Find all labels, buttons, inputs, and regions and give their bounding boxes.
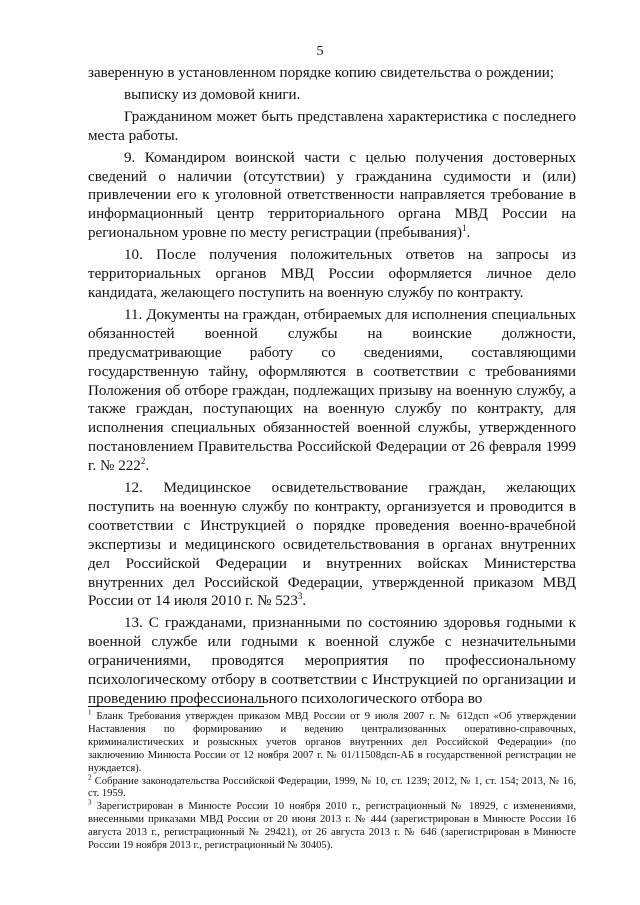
- paragraph-p13: [88, 614, 576, 709]
- footnote-number: 3: [88, 798, 92, 807]
- paragraph-text: 13. С гражданами, признанными по состоянию здоровья годными к военной службе или годными к военной службе с незначительными ограничениями, проводятся мероприятия по профессиональному психологическому отбору в соответствии с Инструкцией по организации и проведению профессионального психологического отбора во: [88, 615, 576, 707]
- body-text: [88, 64, 576, 712]
- page-number: 5: [316, 44, 324, 59]
- footnotes: [88, 708, 577, 853]
- footnote-separator: [88, 706, 264, 707]
- paragraph-tail: .: [466, 225, 471, 242]
- paragraph-p9: [88, 149, 576, 244]
- paragraph-p-extract: [88, 86, 576, 105]
- footnote-ref: 2: [140, 456, 146, 467]
- footnote-1: [88, 708, 576, 776]
- paragraph-p12: [88, 479, 576, 611]
- footnote-number: 2: [88, 773, 92, 781]
- footnote-ref: 3: [297, 591, 303, 602]
- footnote-text: Бланк Требования утвержден приказом МВД России от 9 июля 2007 г. № 612дсп «Об утверждении Наставления по формированию и ведению централизованных оперативно-справочных, криминалистических и розыскных учетов органов внутренних дел Российской Федерации» (по заключению Минюста России от 12 ноября 2007 г. № 01/11508дсп-АБ в государственной регистрации не нуждается).: [88, 711, 576, 774]
- paragraph-text: 9. Командиром воинской части с целью получения достоверных сведений о наличии (отсутствии) у гражданина судимости и (или) привлечении его к уголовной ответственности направляется требование в информационный центр территориального органа МВД России на региональном уровне по месту регистрации (пребывания): [88, 149, 576, 242]
- paragraph-p-reference: [88, 108, 576, 146]
- footnote-number: 1: [88, 708, 92, 717]
- paragraph-p-cert: [88, 64, 576, 83]
- paragraph-p10: [88, 246, 576, 303]
- footnote-3: [88, 798, 577, 853]
- footnote-text: Зарегистрирован в Минюсте России 10 ноября 2010 г., регистрационный № 18929, с изменениями, внесенными приказами МВД России от 20 июня 2013 г. № 444 (зарегистрирован в Минюсте России 16 августа 2013 г., регистрационный № 29421), от 26 августа 2013 г. № 646 (зарегистрирован в Минюсте России 19 ноября 2013 г., регистрационный № 30405).: [88, 801, 577, 852]
- paragraph-p11: [88, 306, 576, 476]
- paragraph-tail: .: [145, 458, 150, 475]
- paragraph-text: 12. Медицинское освидетельствование граждан, желающих поступить на военную службу по контракту, организуется и проводится в соответствии с Инструкцией о порядке проведения военно-врачебной экспертизы и медицинского освидетельствования в органах внутренних дел Российской Федерации и внутренних войсках Министерства внутренних дел Российской Федерации, утвержденной приказом МВД России от 14 июля 2010 г. № 523: [88, 480, 576, 610]
- paragraph-tail: .: [302, 593, 307, 610]
- paragraph-text: 10. После получения положительных ответов на запросы из территориальных органов МВД России оформляется личное дело кандидата, желающего поступить на военную службу по контракту.: [88, 247, 576, 301]
- paragraph-text: выписку из домовой книги.: [124, 86, 301, 103]
- footnote-2: [88, 773, 576, 802]
- paragraph-text: Гражданином может быть представлена характеристика с последнего места работы.: [88, 108, 576, 144]
- footnote-ref: 1: [461, 223, 467, 234]
- paragraph-text: 11. Документы на граждан, отбираемых для исполнения специальных обязанностей военной службы на воинские должности, предусматривающие работу со сведениями, составляющими государственную тайну, оформляются в соответствии с требованиями Положения об отборе граждан, подлежащих призыву на военную службу, а также граждан, поступающих на военную службу по контракту, для исполнения специальных обязанностей военной службы, утвержденного постановлением Правительства Российской Федерации от 26 февраля 1999 г. № 222: [88, 306, 576, 475]
- footnote-text: Собрание законодательства Российской Федерации, 1999, № 10, ст. 1239; 2012, № 1, ст. 154; 2013, № 16, ст. 1959.: [88, 775, 576, 800]
- paragraph-text: заверенную в установленном порядке копию свидетельства о рождении;: [88, 65, 555, 81]
